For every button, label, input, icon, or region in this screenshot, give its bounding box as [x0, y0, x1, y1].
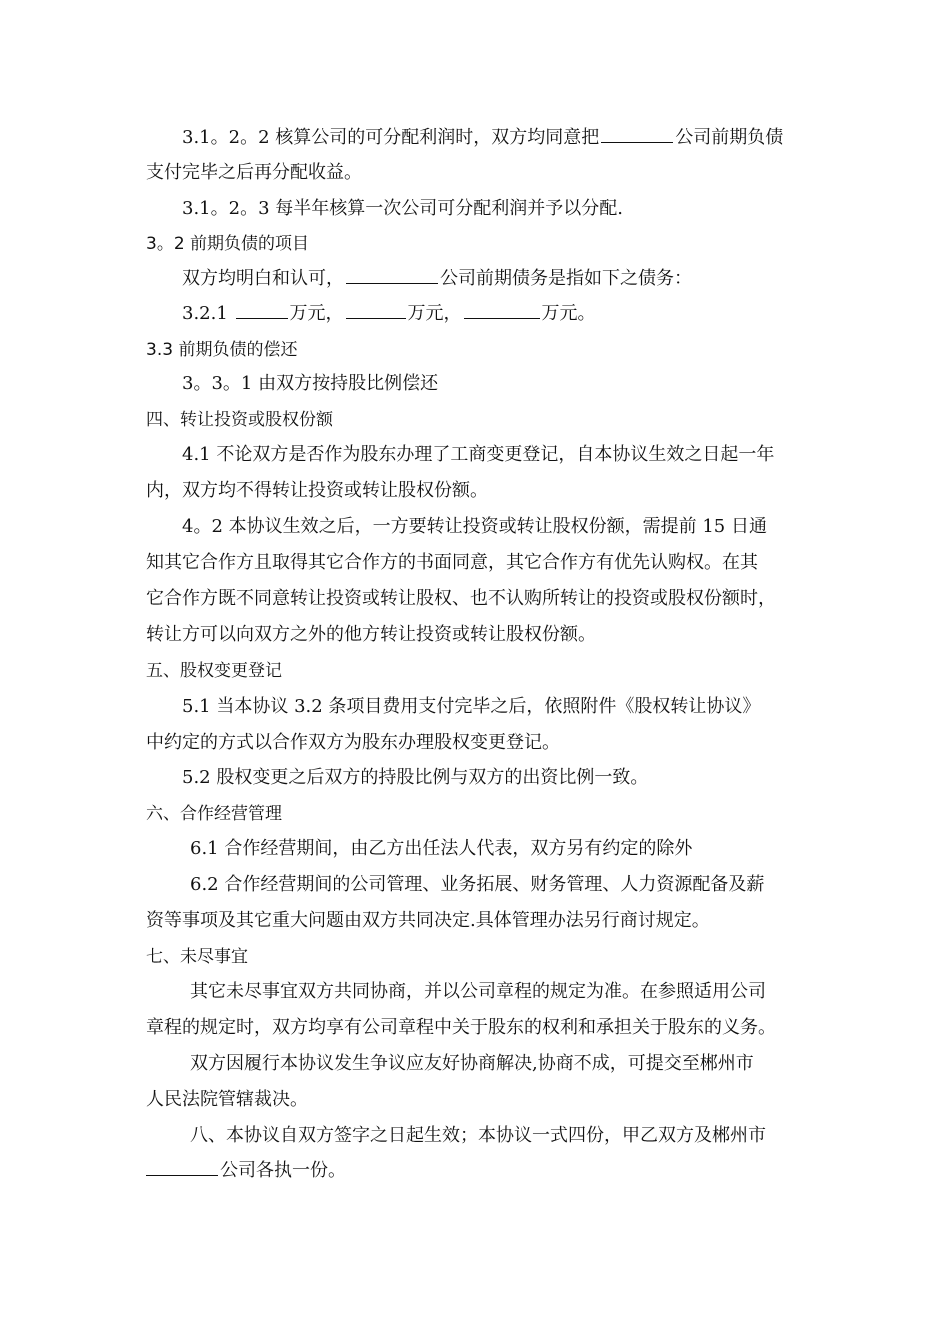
clause-7-para-2: 双方因履行本协议发生争议应友好协商解决,协商不成，可提交至郴州市: [190, 1053, 754, 1074]
clause-3-1-2-2: [182, 123, 820, 153]
paragraph-line: 资等事项及其它重大问题由双方共同决定.具体管理办法另行商讨规定。: [146, 910, 710, 931]
paragraph-line: 中约定的方式以合作双方为股东办理股权变更登记。: [146, 732, 560, 753]
paragraph-line: 转让方可以向双方之外的他方转让投资或转让股权份额。: [146, 624, 596, 645]
section-heading-5: 五、股权变更登记: [146, 661, 282, 681]
text: 公司前期债务是指如下之债务：: [440, 268, 692, 289]
text: 双方均明白和认可，: [182, 268, 344, 289]
text: 3.2.1: [182, 303, 234, 324]
blank-field: [346, 300, 406, 319]
clause-8-end: [146, 1156, 820, 1186]
text: 公司各执一份。: [220, 1160, 346, 1181]
clause-3-2-intro: [182, 264, 820, 294]
section-heading-4: 四、转让投资或股权份额: [146, 410, 333, 430]
section-heading-6: 六、合作经营管理: [146, 804, 282, 824]
blank-field: [601, 124, 673, 143]
blank-field: [464, 300, 540, 319]
clause-5-2: 5.2 股权变更之后双方的持股比例与双方的出资比例一致。: [182, 767, 649, 788]
text: 万元。: [541, 303, 596, 324]
section-heading-3-2: 3。2 前期负债的项目: [146, 234, 310, 254]
blank-field: [146, 1157, 218, 1176]
clause-5-1: 5.1 当本协议 3.2 条项目费用支付完毕之后，依照附件《股权转让协议》: [182, 696, 761, 717]
text: 3.1。2。2 核算公司的可分配利润时，双方均同意把: [182, 127, 600, 148]
blank-field: [236, 300, 288, 319]
clause-6-2: 6.2 合作经营期间的公司管理、业务拓展、财务管理、人力资源配备及薪: [190, 874, 765, 895]
clause-8: 八、本协议自双方签字之日起生效；本协议一式四份，甲乙双方及郴州市: [190, 1125, 766, 1146]
text: 公司前期负债: [675, 127, 784, 148]
clause-7-para-1: 其它未尽事宜双方共同协商，并以公司章程的规定为准。在参照适用公司: [190, 981, 766, 1002]
text: 万元，: [407, 303, 462, 324]
clause-3-1-2-3: 3.1。2。3 每半年核算一次公司可分配利润并予以分配.: [182, 198, 623, 219]
blank-field: [346, 265, 438, 284]
clause-4-2: 4。2 本协议生效之后，一方要转让投资或转让股权份额，需提前 15 日通: [182, 516, 767, 537]
section-heading-7: 七、未尽事宜: [146, 947, 248, 967]
clause-3-3-1: 3。3。1 由双方按持股比例偿还: [182, 373, 439, 394]
text: 万元，: [289, 303, 344, 324]
clause-4-1: 4.1 不论双方是否作为股东办理了工商变更登记，自本协议生效之日起一年: [182, 444, 775, 465]
clause-3-2-1: [182, 299, 820, 329]
paragraph-line: 章程的规定时，双方均享有公司章程中关于股东的权利和承担关于股东的义务。: [146, 1017, 776, 1038]
paragraph-line: 人民法院管辖裁决。: [146, 1089, 308, 1110]
paragraph-line: 内，双方均不得转让投资或转让股权份额。: [146, 480, 488, 501]
paragraph-line: 支付完毕之后再分配收益。: [146, 162, 362, 183]
clause-6-1: 6.1 合作经营期间，由乙方出任法人代表，双方另有约定的除外: [190, 838, 693, 859]
paragraph-line: 它合作方既不同意转让投资或转让股权、也不认购所转让的投资或股权份额时，: [146, 588, 776, 609]
section-heading-3-3: 3.3 前期负债的偿还: [146, 340, 298, 360]
paragraph-line: 知其它合作方且取得其它合作方的书面同意，其它合作方有优先认购权。在其: [146, 552, 758, 573]
